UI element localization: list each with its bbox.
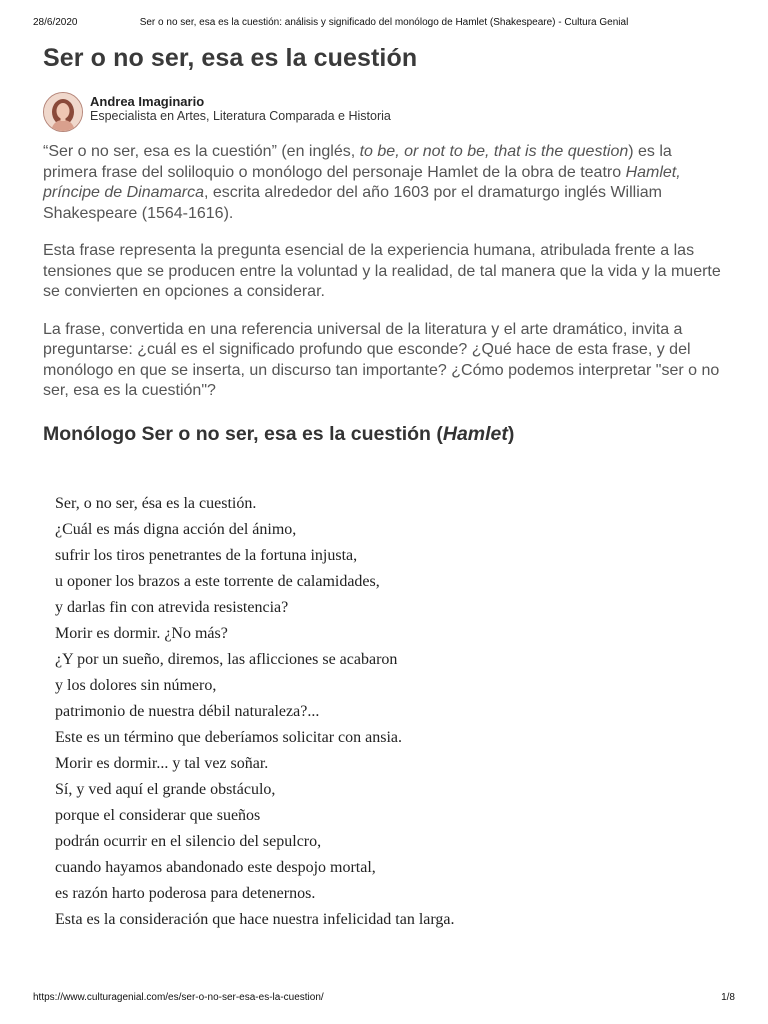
p1-text-a: “Ser o no ser, esa es la cuestión” (en inglés,: [43, 143, 360, 160]
print-url[interactable]: https://www.culturagenial.com/es/ser-o-no-ser-esa-es-la-cuestion/: [33, 992, 324, 1003]
print-header: [33, 17, 735, 31]
intro-paragraph-3: La frase, convertida en una referencia universal de la literatura y el arte dramático, invita a preguntarse: ¿cuál es el significado profundo que esconde? ¿Qué hace de esta frase, y del monólogo en que se inserta, un discurso tan importante? ¿Cómo podemos interpretar "ser o no ser, esa es la cuestión"?: [43, 320, 720, 399]
p1-play-title: Hamlet, príncipe de Dinamarca: [43, 163, 681, 201]
poem-line: Sí, y ved aquí el grande obstáculo,: [55, 780, 276, 798]
section-heading-italic: Hamlet: [442, 422, 508, 445]
print-footer: [33, 992, 735, 1006]
intro-paragraph-1: [43, 142, 727, 224]
poem-line: y darlas fin con atrevida resistencia?: [55, 598, 289, 616]
poem-line: cuando hayamos abandonado este despojo mortal,: [55, 858, 376, 876]
section-heading: [43, 423, 727, 446]
poem-line: Morir es dormir... y tal vez soñar.: [55, 754, 269, 772]
poem-line: ¿Cuál es más digna acción del ánimo,: [55, 520, 297, 538]
monologue-poem: [43, 491, 727, 933]
section-heading-suffix: ): [507, 422, 515, 445]
author-role: Especialista en Artes, Literatura Comparada e Historia: [90, 109, 391, 123]
article: [43, 44, 727, 933]
author-avatar-icon: [44, 93, 82, 131]
poem-line: y los dolores sin número,: [55, 676, 217, 694]
poem-line: u oponer los brazos a este torrente de calamidades,: [55, 572, 380, 590]
poem-line: podrán ocurrir en el silencio del sepulcro,: [55, 832, 322, 850]
print-document-title: Ser o no ser, esa es la cuestión: análisis y significado del monólogo de Hamlet (Shakespeare) - Cultura Genial: [139, 17, 629, 28]
p1-english-quote: to be, or not to be, that is the question: [359, 143, 629, 160]
article-title: Ser o no ser, esa es la cuestión: [43, 44, 418, 72]
poem-line: patrimonio de nuestra débil naturaleza?...: [55, 702, 320, 720]
author-block: [43, 92, 727, 134]
poem-line: es razón harto poderosa para detenernos.: [55, 884, 316, 902]
poem-line: Morir es dormir. ¿No más?: [55, 624, 228, 642]
author-avatar: [43, 92, 83, 132]
poem-line: Este es un término que deberíamos solicitar con ansia.: [55, 728, 403, 746]
section-heading-prefix: Monólogo Ser o no ser, esa es la cuestión (: [43, 422, 443, 445]
intro-paragraph-2: Esta frase representa la pregunta esencial de la experiencia humana, atribulada frente a las tensiones que se producen entre la voluntad y la realidad, de tal manera que la vida y la muerte se convierten en opciones a considerar.: [43, 242, 721, 300]
author-name[interactable]: Andrea Imaginario: [90, 94, 205, 109]
page-number: 1/8: [721, 992, 735, 1003]
poem-line: porque el considerar que sueños: [55, 806, 261, 824]
poem-line: ¿Y por un sueño, diremos, las aflicciones se acabaron: [55, 650, 398, 668]
p1-text-e: , escrita alrededor del año 1603 por el dramaturgo inglés William Shakespeare (1564-1616).: [43, 184, 662, 222]
p1-text-c: ) es la primera frase del soliloquio o monólogo del personaje Hamlet de la obra de teatro: [43, 143, 672, 181]
print-date: 28/6/2020: [33, 17, 78, 28]
poem-line: sufrir los tiros penetrantes de la fortuna injusta,: [55, 546, 358, 564]
poem-line: Ser, o no ser, ésa es la cuestión.: [55, 494, 257, 512]
poem-line: Esta es la consideración que hace nuestra infelicidad tan larga.: [55, 910, 455, 928]
